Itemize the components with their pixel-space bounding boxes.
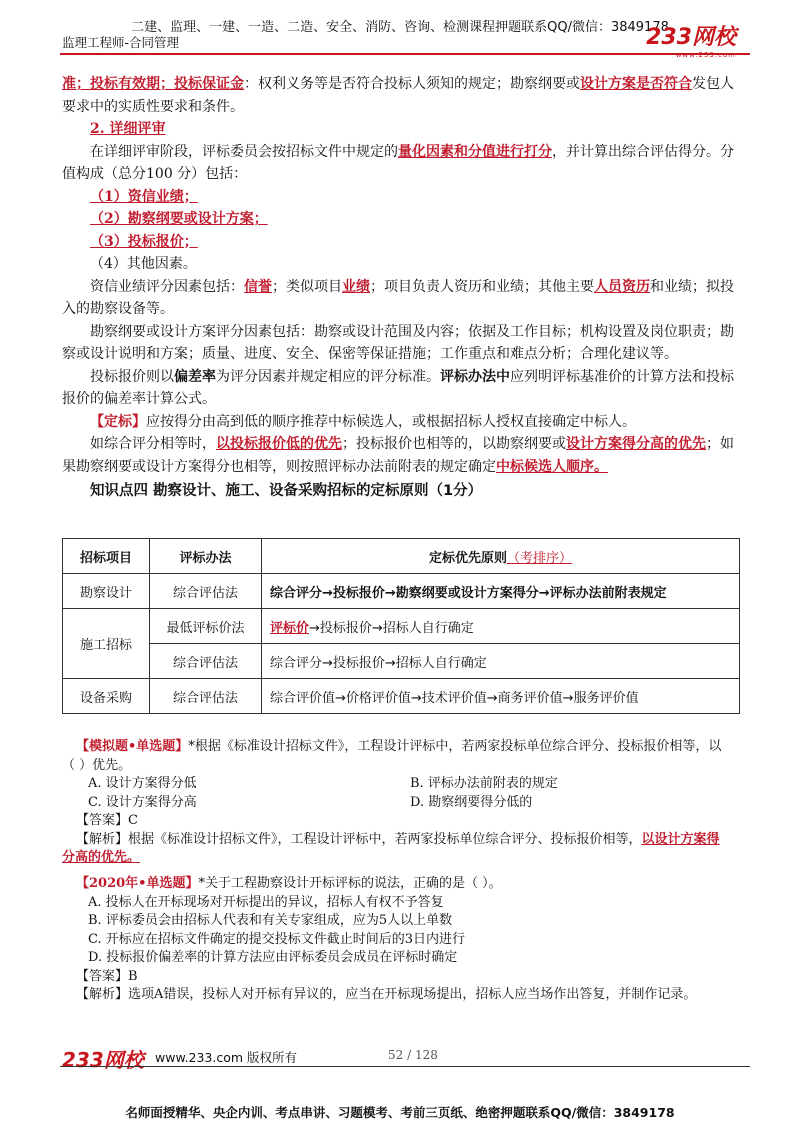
table-cell: 设备采购 — [63, 679, 150, 714]
paragraph-0 — [62, 73, 742, 118]
emphasis: 评标办法中 — [440, 368, 510, 385]
question-1 — [62, 738, 732, 868]
emphasis: 设计方案得分高的优先 — [566, 436, 706, 452]
table-header: 评标办法 — [150, 539, 262, 574]
table-header: 招标项目 — [63, 539, 150, 574]
footer-contact-line: 名师面授精华、央企内训、考点串讲、习题模考、考前三页纸、绝密押题联系QQ/微信：3849178 — [125, 1105, 675, 1120]
list-item: （1）资信业绩； — [90, 188, 198, 205]
footer-logo: 233网校 — [62, 1048, 144, 1072]
header-divider — [60, 53, 750, 55]
table-row — [63, 574, 740, 609]
table-cell: 施工招标 — [63, 609, 150, 679]
text: ：权利义务等是否符合投标人须知的规定；勘察纲要或 — [244, 76, 580, 92]
paragraph-5 — [62, 411, 742, 434]
analysis — [62, 831, 732, 868]
text: 为评分因素并规定相应的评分标准。 — [216, 368, 440, 385]
paragraph-3: 勘察纲要或设计方案评分因素包括：勘察或设计范围及内容；依据及工作目标；机构设置及岗位职责；勘察或设计说明和方案；质量、进度、安全、保密等保证措施；工作重点和难点分析；合理化建议等。 — [62, 323, 734, 362]
emphasis: 业绩 — [342, 278, 370, 295]
tag: 【定标】 — [90, 413, 146, 430]
emphasis: 中标候选人顺序。 — [496, 458, 608, 475]
footer-site: www.233.com 版权所有 — [155, 1050, 297, 1065]
option-d: D. 勘察纲要得分低的 — [410, 794, 533, 810]
paragraph-2 — [62, 276, 742, 321]
option-b: B. 评标委员会由招标人代表和有关专家组成，应为5人以上单数 — [88, 913, 453, 928]
table-row — [63, 644, 740, 679]
table-cell: 综合评分→投标报价→招标人自行确定 — [262, 644, 740, 679]
table-cell: 综合评估法 — [150, 644, 262, 679]
question-text: *根据《标准设计招标文件》，工程设计评标中，若两家投标单位综合评分、投标报价相等，以（ ）优先。 — [62, 739, 722, 773]
option-c: C. 设计方案得分高 — [88, 794, 197, 810]
body-section — [62, 73, 742, 503]
brand-logo-url: www.233.com — [675, 51, 736, 59]
brand-logo-text: 233网校 — [646, 25, 736, 50]
table-cell: 综合评价值→价格评价值→技术评价值→商务评价值→服务评价值 — [262, 679, 740, 714]
text: ；投标报价也相等的，以勘察纲要或 — [342, 436, 566, 452]
question-text: *关于工程勘察设计开标评标的说法，正确的是（ ）。 — [198, 876, 502, 891]
text: 如综合评分相等时， — [90, 436, 216, 452]
option-d: D. 投标报价偏差率的计算方法应由评标委员会成员在评标时确定 — [88, 950, 458, 965]
emphasis: 以投标报价低的优先 — [216, 436, 342, 452]
text: ，并计算出综合评估得分。分值构成（总分100 分）包括： — [62, 143, 734, 182]
footer-divider — [60, 1066, 750, 1067]
question-stem — [62, 875, 732, 894]
text: 投标报价则以 — [90, 368, 174, 385]
question-tag: 【2020年•单选题】 — [76, 876, 199, 891]
emphasis: 以设计方案得分高的优先。 — [62, 831, 720, 865]
emphasis: 量化因素和分值进行打分 — [398, 143, 552, 160]
text: 应按得分由高到低的顺序推荐中标候选人，或根据招标人授权直接确定中标人。 — [146, 413, 636, 430]
table-header — [262, 539, 740, 574]
page-number: 52 / 128 — [388, 1048, 438, 1062]
document-subtitle: 监理工程师-合同管理 — [62, 35, 180, 50]
text: 应列明评标基准价的计算方法和投标报价的偏差率计算公式。 — [62, 368, 734, 407]
paragraph-1 — [62, 141, 742, 186]
question-stem — [62, 738, 732, 775]
option-b: B. 评标办法前附表的规定 — [410, 776, 558, 791]
table-header-row — [63, 539, 740, 574]
text: 资信业绩评分因素包括： — [90, 278, 244, 295]
text: 发包人要求中的实质性要求和条件。 — [62, 76, 734, 115]
text: ；如果勘察纲要或设计方案得分也相等，则按照评标办法前附表的规定确定 — [62, 436, 734, 475]
table-cell: 综合评分→投标报价→勘察纲要或设计方案得分→评标办法前附表规定 — [262, 574, 740, 609]
table-cell: 最低评标价法 — [150, 609, 262, 644]
option-a: A. 设计方案得分低 — [88, 776, 197, 791]
analysis: 【解析】选项A错误，投标人对开标有异议的，应当在开标现场提出，招标人应当场作出答复，并制作记录。 — [76, 987, 697, 1002]
emphasis: 信誉 — [244, 278, 272, 295]
option-a: A. 投标人在开标现场对开标提出的异议，招标人有权不予答复 — [88, 894, 444, 910]
table-row — [63, 609, 740, 644]
list-item: （4）其他因素。 — [90, 256, 197, 272]
answer: 【答案】C — [76, 813, 138, 828]
question-tag: 【模拟题•单选题】 — [76, 739, 189, 754]
table-cell: 综合评估法 — [150, 574, 262, 609]
list-item: （3）投标报价； — [90, 233, 198, 250]
emphasis: 人员资历 — [594, 278, 650, 295]
award-principle-table — [62, 538, 740, 714]
emphasis: 设计方案是否符合 — [580, 76, 692, 92]
table-cell: 综合评估法 — [150, 679, 262, 714]
emphasis: 准；投标有效期；投标保证金 — [62, 76, 244, 92]
table-cell: 勘察设计 — [63, 574, 150, 609]
section-title: 2. 详细评审 — [90, 121, 166, 137]
knowledge-point-title: 知识点四 勘察设计、施工、设备采购招标的定标原则（1分） — [90, 483, 483, 499]
answer: 【答案】B — [76, 968, 138, 984]
question-2 — [62, 875, 732, 1005]
analysis-text: 【解析】根据《标准设计招标文件》，工程设计评标中，若两家投标单位综合评分、投标报价相等， — [76, 831, 642, 847]
text: ；类似项目 — [272, 278, 342, 295]
header-text: 定标优先原则 — [428, 550, 507, 566]
text: ；项目负责人资历和业绩；其他主要 — [370, 278, 594, 295]
table-row — [63, 679, 740, 714]
emphasis: 评标价 — [270, 620, 310, 636]
paragraph-4 — [62, 366, 742, 411]
table-cell — [262, 609, 740, 644]
header-contact-line: 二建、监理、一建、一造、二造、安全、消防、咨询、检测课程押题联系QQ/微信：3849178 — [131, 20, 669, 35]
text: 在详细评审阶段，评标委员会按招标文件中规定的 — [90, 143, 398, 160]
paragraph-6 — [62, 433, 742, 478]
text: →投标报价→招标人自行确定 — [309, 620, 474, 636]
header-note: （考排序） — [507, 550, 573, 566]
text: 和业绩；拟投入的勘察设备等。 — [62, 278, 734, 317]
emphasis: 偏差率 — [174, 368, 216, 385]
option-c: C. 开标应在招标文件确定的提交投标文件截止时间后的3日内进行 — [88, 931, 466, 947]
list-item: （2）勘察纲要或设计方案； — [90, 211, 268, 227]
